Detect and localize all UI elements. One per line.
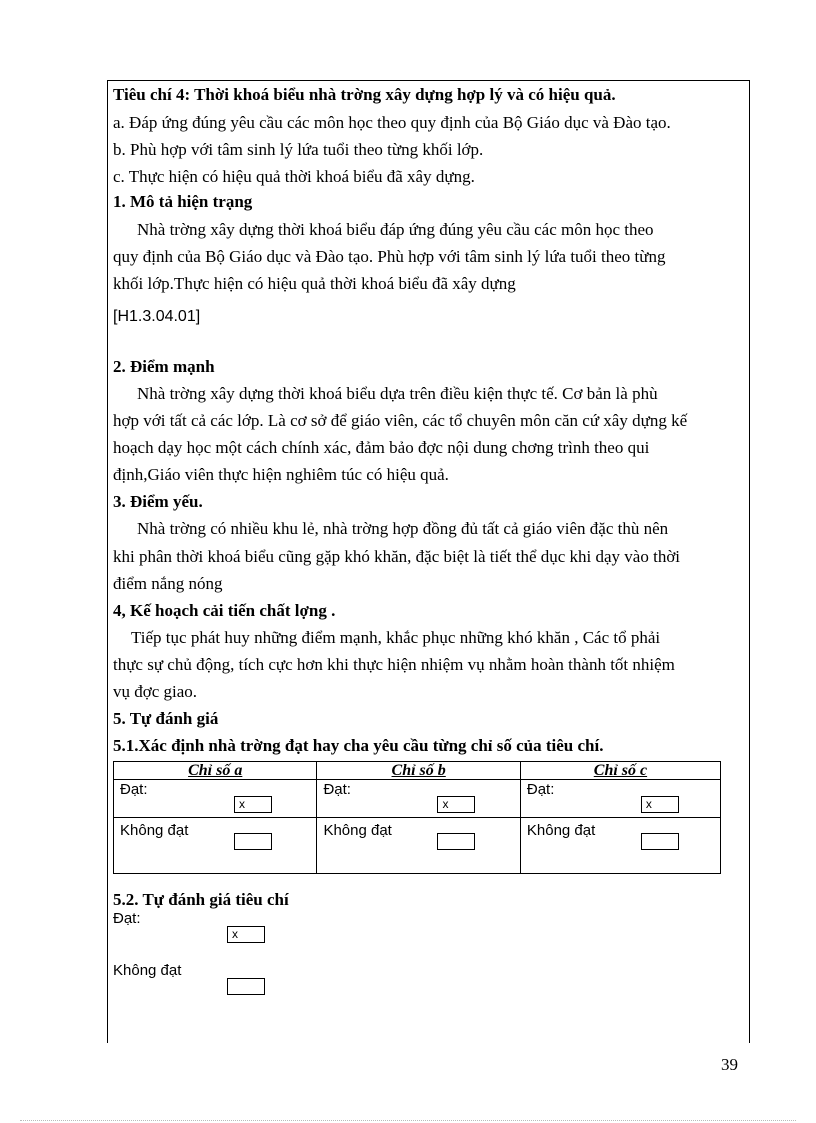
- pass-checkbox[interactable]: x: [437, 796, 475, 813]
- indicator-table: [113, 761, 721, 874]
- indicator-fail-cell: [114, 818, 317, 874]
- section4-line: Tiếp tục phát huy những điểm mạnh, khắc phục những khó khăn , Các tổ phải: [131, 628, 661, 647]
- indicator-header: Chỉ số a: [114, 762, 317, 780]
- section1-heading: 1. Mô tả hiện trạng: [113, 192, 253, 211]
- section3-line: khi phân thời khoá biểu cũng gặp khó khăn, đặc biệt là tiết thể dục khi dạy vào thời: [113, 547, 681, 566]
- fail-checkbox[interactable]: [234, 833, 272, 850]
- section3-heading: 3. Điểm yếu.: [113, 492, 203, 511]
- indicator-header: Chỉ số c: [520, 762, 720, 780]
- section4-line: vụ đợc giao.: [113, 682, 198, 701]
- section3-line: Nhà trờng có nhiều khu lẻ, nhà trờng hợp đồng đủ tất cả giáo viên đặc thù nên: [137, 519, 669, 538]
- pass-label: Đạt:: [323, 781, 351, 798]
- criterion-item-a: a. Đáp ứng đúng yêu cầu các môn học theo quy định của Bộ Giáo dục và Đào tạo.: [113, 113, 671, 132]
- section2-line: Nhà trờng xây dựng thời khoá biểu dựa trên điều kiện thực tế. Cơ bản là phù: [137, 384, 658, 403]
- indicator-pass-cell: [520, 780, 720, 818]
- indicator-pass-cell: [317, 780, 520, 818]
- section1-line: khối lớp.Thực hiện có hiệu quả thời khoá biểu đã xây dựng: [113, 274, 516, 293]
- indicator-fail-cell: [520, 818, 720, 874]
- evidence-code: [H1.3.04.01]: [113, 308, 201, 325]
- overall-pass-checkbox[interactable]: x: [227, 926, 265, 943]
- section4-line: thực sự chủ động, tích cực hơn khi thực hiện nhiệm vụ nhằm hoàn thành tốt nhiệm: [113, 655, 675, 674]
- pass-checkbox[interactable]: x: [234, 796, 272, 813]
- section2-heading: 2. Điểm mạnh: [113, 357, 215, 376]
- section5-1-heading: 5.1.Xác định nhà trờng đạt hay cha yêu cầu từng chỉ số của tiêu chí.: [113, 736, 604, 755]
- indicator-pass-cell: [114, 780, 317, 818]
- criterion-item-c: c. Thực hiện có hiệu quả thời khoá biểu đã xây dựng.: [113, 167, 475, 186]
- fail-label: Không đạt: [526, 822, 596, 839]
- section4-heading: 4, Kế hoạch cải tiến chất lợng .: [113, 601, 336, 620]
- section2-line: hợp với tất cả các lớp. Là cơ sở để giáo viên, các tổ chuyên môn căn cứ xây dựng kế: [113, 411, 688, 430]
- section1-line: Nhà trờng xây dựng thời khoá biểu đáp ứng đúng yêu cầu các môn học theo: [137, 220, 654, 239]
- section2-line: hoạch dạy học một cách chính xác, đảm bảo đợc nội dung chơng trình theo qui: [113, 438, 650, 457]
- criterion-title: Tiêu chí 4: Thời khoá biểu nhà trờng xây dựng hợp lý và có hiệu quả.: [113, 85, 616, 104]
- pass-label: Đạt:: [526, 781, 555, 798]
- pass-checkbox[interactable]: x: [641, 796, 679, 813]
- overall-fail-label: Không đạt: [113, 962, 182, 979]
- criterion-item-b: b. Phù hợp với tâm sinh lý lứa tuổi theo từng khối lớp.: [113, 140, 484, 159]
- page-bottom-divider: [20, 1120, 796, 1121]
- page-number: 39: [721, 1055, 738, 1074]
- fail-label: Không đạt: [323, 822, 392, 839]
- pass-label: Đạt:: [120, 781, 148, 798]
- overall-pass-label: Đạt:: [113, 910, 141, 927]
- indicator-header: Chỉ số b: [317, 762, 520, 780]
- section2-line: định,Giáo viên thực hiện nghiêm túc có hiệu quả.: [113, 465, 449, 484]
- section3-line: điểm nắng nóng: [113, 574, 223, 593]
- fail-checkbox[interactable]: [437, 833, 475, 850]
- overall-fail-checkbox[interactable]: [227, 978, 265, 995]
- section5-2-heading: 5.2. Tự đánh giá tiêu chí: [113, 890, 289, 909]
- section5-heading: 5. Tự đánh giá: [113, 709, 219, 728]
- fail-label: Không đạt: [120, 822, 189, 839]
- fail-checkbox[interactable]: [641, 833, 679, 850]
- indicator-fail-cell: [317, 818, 520, 874]
- section1-line: quy định của Bộ Giáo dục và Đào tạo. Phù hợp với tâm sinh lý lứa tuổi theo từng: [113, 247, 666, 266]
